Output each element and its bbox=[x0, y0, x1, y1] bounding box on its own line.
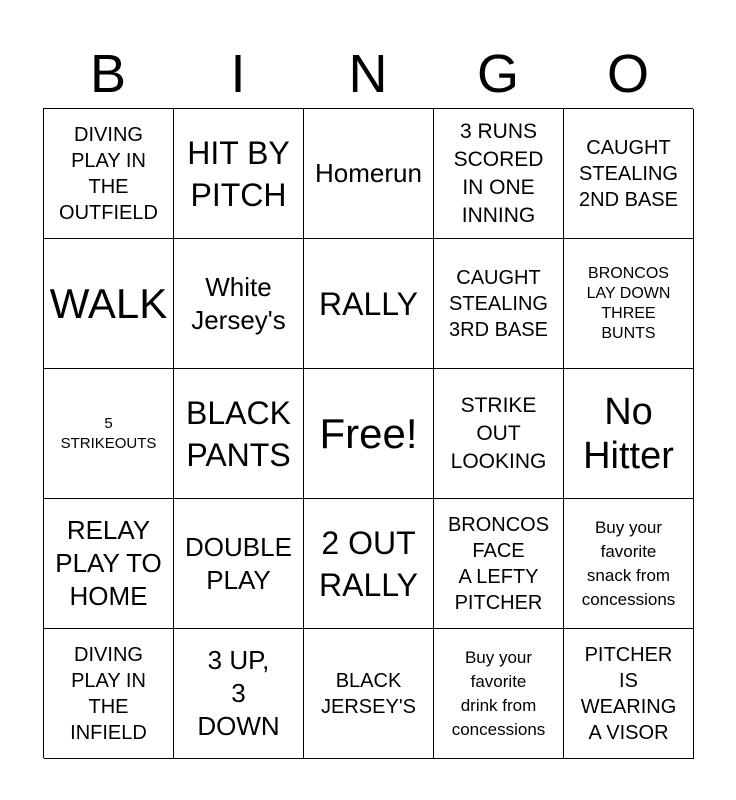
header-letter-b: B bbox=[89, 44, 127, 104]
bingo-header bbox=[43, 40, 693, 108]
bingo-cell[interactable]: 2 OUT RALLY bbox=[304, 499, 434, 629]
bingo-cell[interactable]: STRIKE OUT LOOKING bbox=[434, 369, 564, 499]
bingo-cell[interactable]: BLACK JERSEY'S bbox=[304, 629, 434, 759]
bingo-cell[interactable]: WALK bbox=[44, 239, 174, 369]
bingo-cell[interactable]: DIVING PLAY IN THE OUTFIELD bbox=[44, 109, 174, 239]
bingo-cell[interactable]: Homerun bbox=[304, 109, 434, 239]
bingo-cell[interactable]: DOUBLE PLAY bbox=[174, 499, 304, 629]
header-letter-o: O bbox=[606, 44, 649, 104]
bingo-cell[interactable]: RALLY bbox=[304, 239, 434, 369]
bingo-cell[interactable]: CAUGHT STEALING 2ND BASE bbox=[564, 109, 694, 239]
bingo-cell[interactable]: 5 STRIKEOUTS bbox=[44, 369, 174, 499]
free-space-cell[interactable]: Free! bbox=[304, 369, 434, 499]
bingo-cell[interactable]: BRONCOS LAY DOWN THREE BUNTS bbox=[564, 239, 694, 369]
bingo-cell[interactable]: RELAY PLAY TO HOME bbox=[44, 499, 174, 629]
bingo-cell[interactable]: Buy your favorite snack from concessions bbox=[564, 499, 694, 629]
header-letter-n: N bbox=[348, 44, 388, 104]
bingo-cell[interactable]: No Hitter bbox=[564, 369, 694, 499]
bingo-cell[interactable]: HIT BY PITCH bbox=[174, 109, 304, 239]
header-letter-g: G bbox=[476, 44, 519, 104]
bingo-cell[interactable]: 3 UP, 3 DOWN bbox=[174, 629, 304, 759]
bingo-cell[interactable]: BLACK PANTS bbox=[174, 369, 304, 499]
bingo-cell[interactable]: CAUGHT STEALING 3RD BASE bbox=[434, 239, 564, 369]
bingo-board bbox=[43, 108, 693, 758]
bingo-cell[interactable]: PITCHER IS WEARING A VISOR bbox=[564, 629, 694, 759]
bingo-cell[interactable]: BRONCOS FACE A LEFTY PITCHER bbox=[434, 499, 564, 629]
header-letter-i: I bbox=[230, 44, 246, 104]
bingo-cell[interactable]: White Jersey's bbox=[174, 239, 304, 369]
bingo-cell[interactable]: 3 RUNS SCORED IN ONE INNING bbox=[434, 109, 564, 239]
bingo-cell[interactable]: DIVING PLAY IN THE INFIELD bbox=[44, 629, 174, 759]
bingo-cell[interactable]: Buy your favorite drink from concessions bbox=[434, 629, 564, 759]
